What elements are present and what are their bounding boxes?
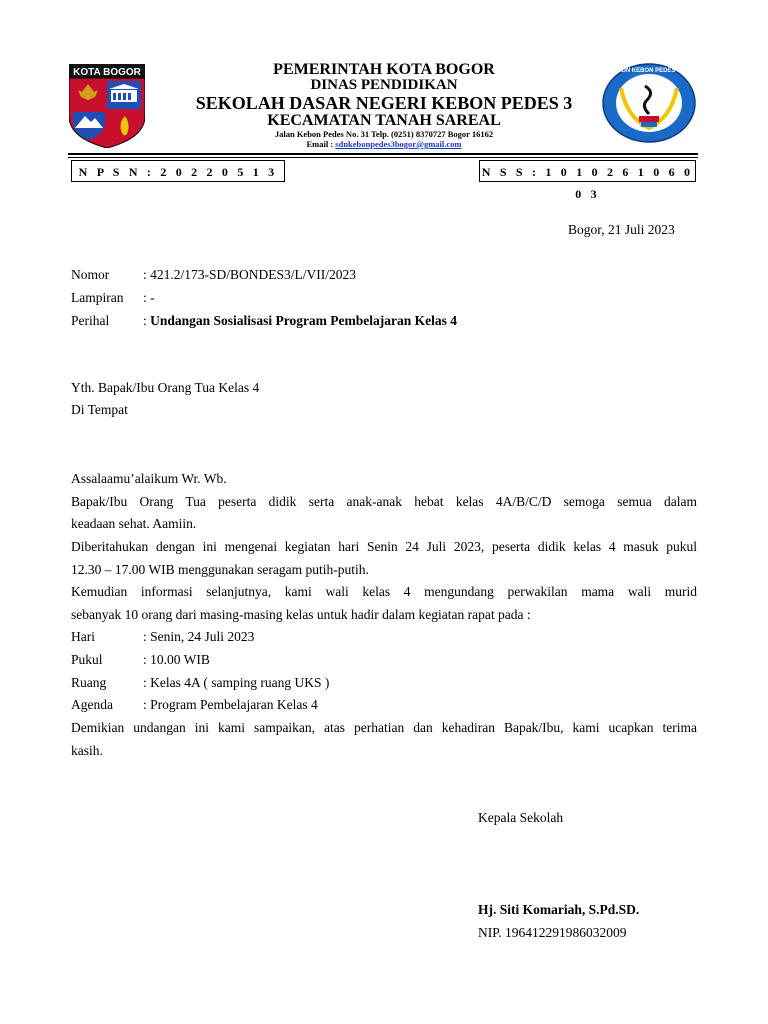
sdn-logo-label: SDN KEBON PEDES 3	[617, 68, 681, 74]
paragraph-2-line-1: Diberitahukan dengan ini mengenai kegiatan hari Senin 24 Juli 2023, peserta didik kelas 4 masuk pukul	[71, 539, 697, 554]
pukul-value: : 10.00 WIB	[143, 652, 210, 667]
email-label: Email :	[306, 139, 336, 149]
header-district: KECAMATAN TANAH SAREAL	[267, 112, 501, 129]
perihal-colon: :	[143, 313, 151, 328]
header-school-name: SEKOLAH DASAR NEGERI KEBON PEDES 3	[195, 93, 573, 113]
header-address: Jalan Kebon Pedes No. 31 Telp. (0251) 8370727 Bogor 16162	[274, 129, 494, 139]
closing-line-2: kasih.	[71, 743, 103, 758]
npsn-box: N P S N : 2 0 2 2 0 5 1 3	[71, 160, 285, 182]
letter-date: Bogor, 21 Juli 2023	[568, 222, 675, 237]
agenda-label: Agenda	[71, 697, 113, 712]
lampiran-label: Lampiran	[71, 290, 124, 305]
email-link[interactable]: sdnkebonpedes3bogor@gmail.com	[335, 139, 462, 149]
hari-label: Hari	[71, 629, 95, 644]
recipient-line-2: Di Tempat	[71, 402, 128, 417]
header-department: DINAS PENDIDIKAN	[310, 77, 458, 93]
recipient-line-1: Yth. Bapak/Ibu Orang Tua Kelas 4	[71, 380, 260, 395]
paragraph-3-line-2: sebanyak 10 orang dari masing-masing kelas untuk hadir dalam kegiatan rapat pada :	[71, 607, 531, 622]
paragraph-3-line-1: Kemudian informasi selanjutnya, kami wali kelas 4 mengundang perwakilan mama wali murid	[71, 584, 697, 599]
perihal-label: Perihal	[71, 313, 110, 328]
paragraph-1-line-1: Bapak/Ibu Orang Tua peserta didik serta anak-anak hebat kelas 4A/B/C/D semoga semua dalam	[71, 494, 697, 509]
nomor-value: : 421.2/173-SD/BONDES3/L/VII/2023	[143, 267, 357, 282]
signature-name: Hj. Siti Komariah, S.Pd.SD.	[478, 902, 640, 917]
signature-role: Kepala Sekolah	[478, 810, 564, 825]
kota-bogor-logo-label: KOTA BOGOR	[73, 67, 141, 78]
kota-bogor-logo	[69, 64, 145, 148]
nss-box: N S S : 1 0 1 0 2 6 1 0 6 0 0 3	[479, 160, 696, 182]
perihal-value: Undangan Sosialisasi Program Pembelajaran Kelas 4	[150, 313, 458, 328]
header-divider-thin	[68, 157, 698, 158]
closing-line-1: Demikian undangan ini kami sampaikan, atas perhatian dan kehadiran Bapak/Ibu, kami ucapkan terima	[71, 720, 697, 735]
pukul-label: Pukul	[71, 652, 103, 667]
ruang-label: Ruang	[71, 675, 107, 690]
agenda-value: : Program Pembelajaran Kelas 4	[143, 697, 318, 712]
paragraph-2-line-2: 12.30 – 17.00 WIB menggunakan seragam putih-putih.	[71, 562, 369, 577]
hari-value: : Senin, 24 Juli 2023	[143, 629, 255, 644]
ruang-value: : Kelas 4A ( samping ruang UKS )	[143, 675, 330, 690]
nomor-label: Nomor	[71, 267, 110, 282]
header-divider-thick	[68, 153, 698, 155]
header-government: PEMERINTAH KOTA BOGOR	[273, 61, 495, 78]
perihal-line	[143, 313, 457, 329]
header-email-line	[150, 139, 618, 149]
greeting: Assalaamu’alaikum Wr. Wb.	[71, 471, 227, 486]
lampiran-value: : -	[143, 290, 155, 305]
signature-nip: NIP. 196412291986032009	[478, 925, 627, 940]
paragraph-1-line-2: keadaan sehat. Aamiin.	[71, 516, 197, 531]
